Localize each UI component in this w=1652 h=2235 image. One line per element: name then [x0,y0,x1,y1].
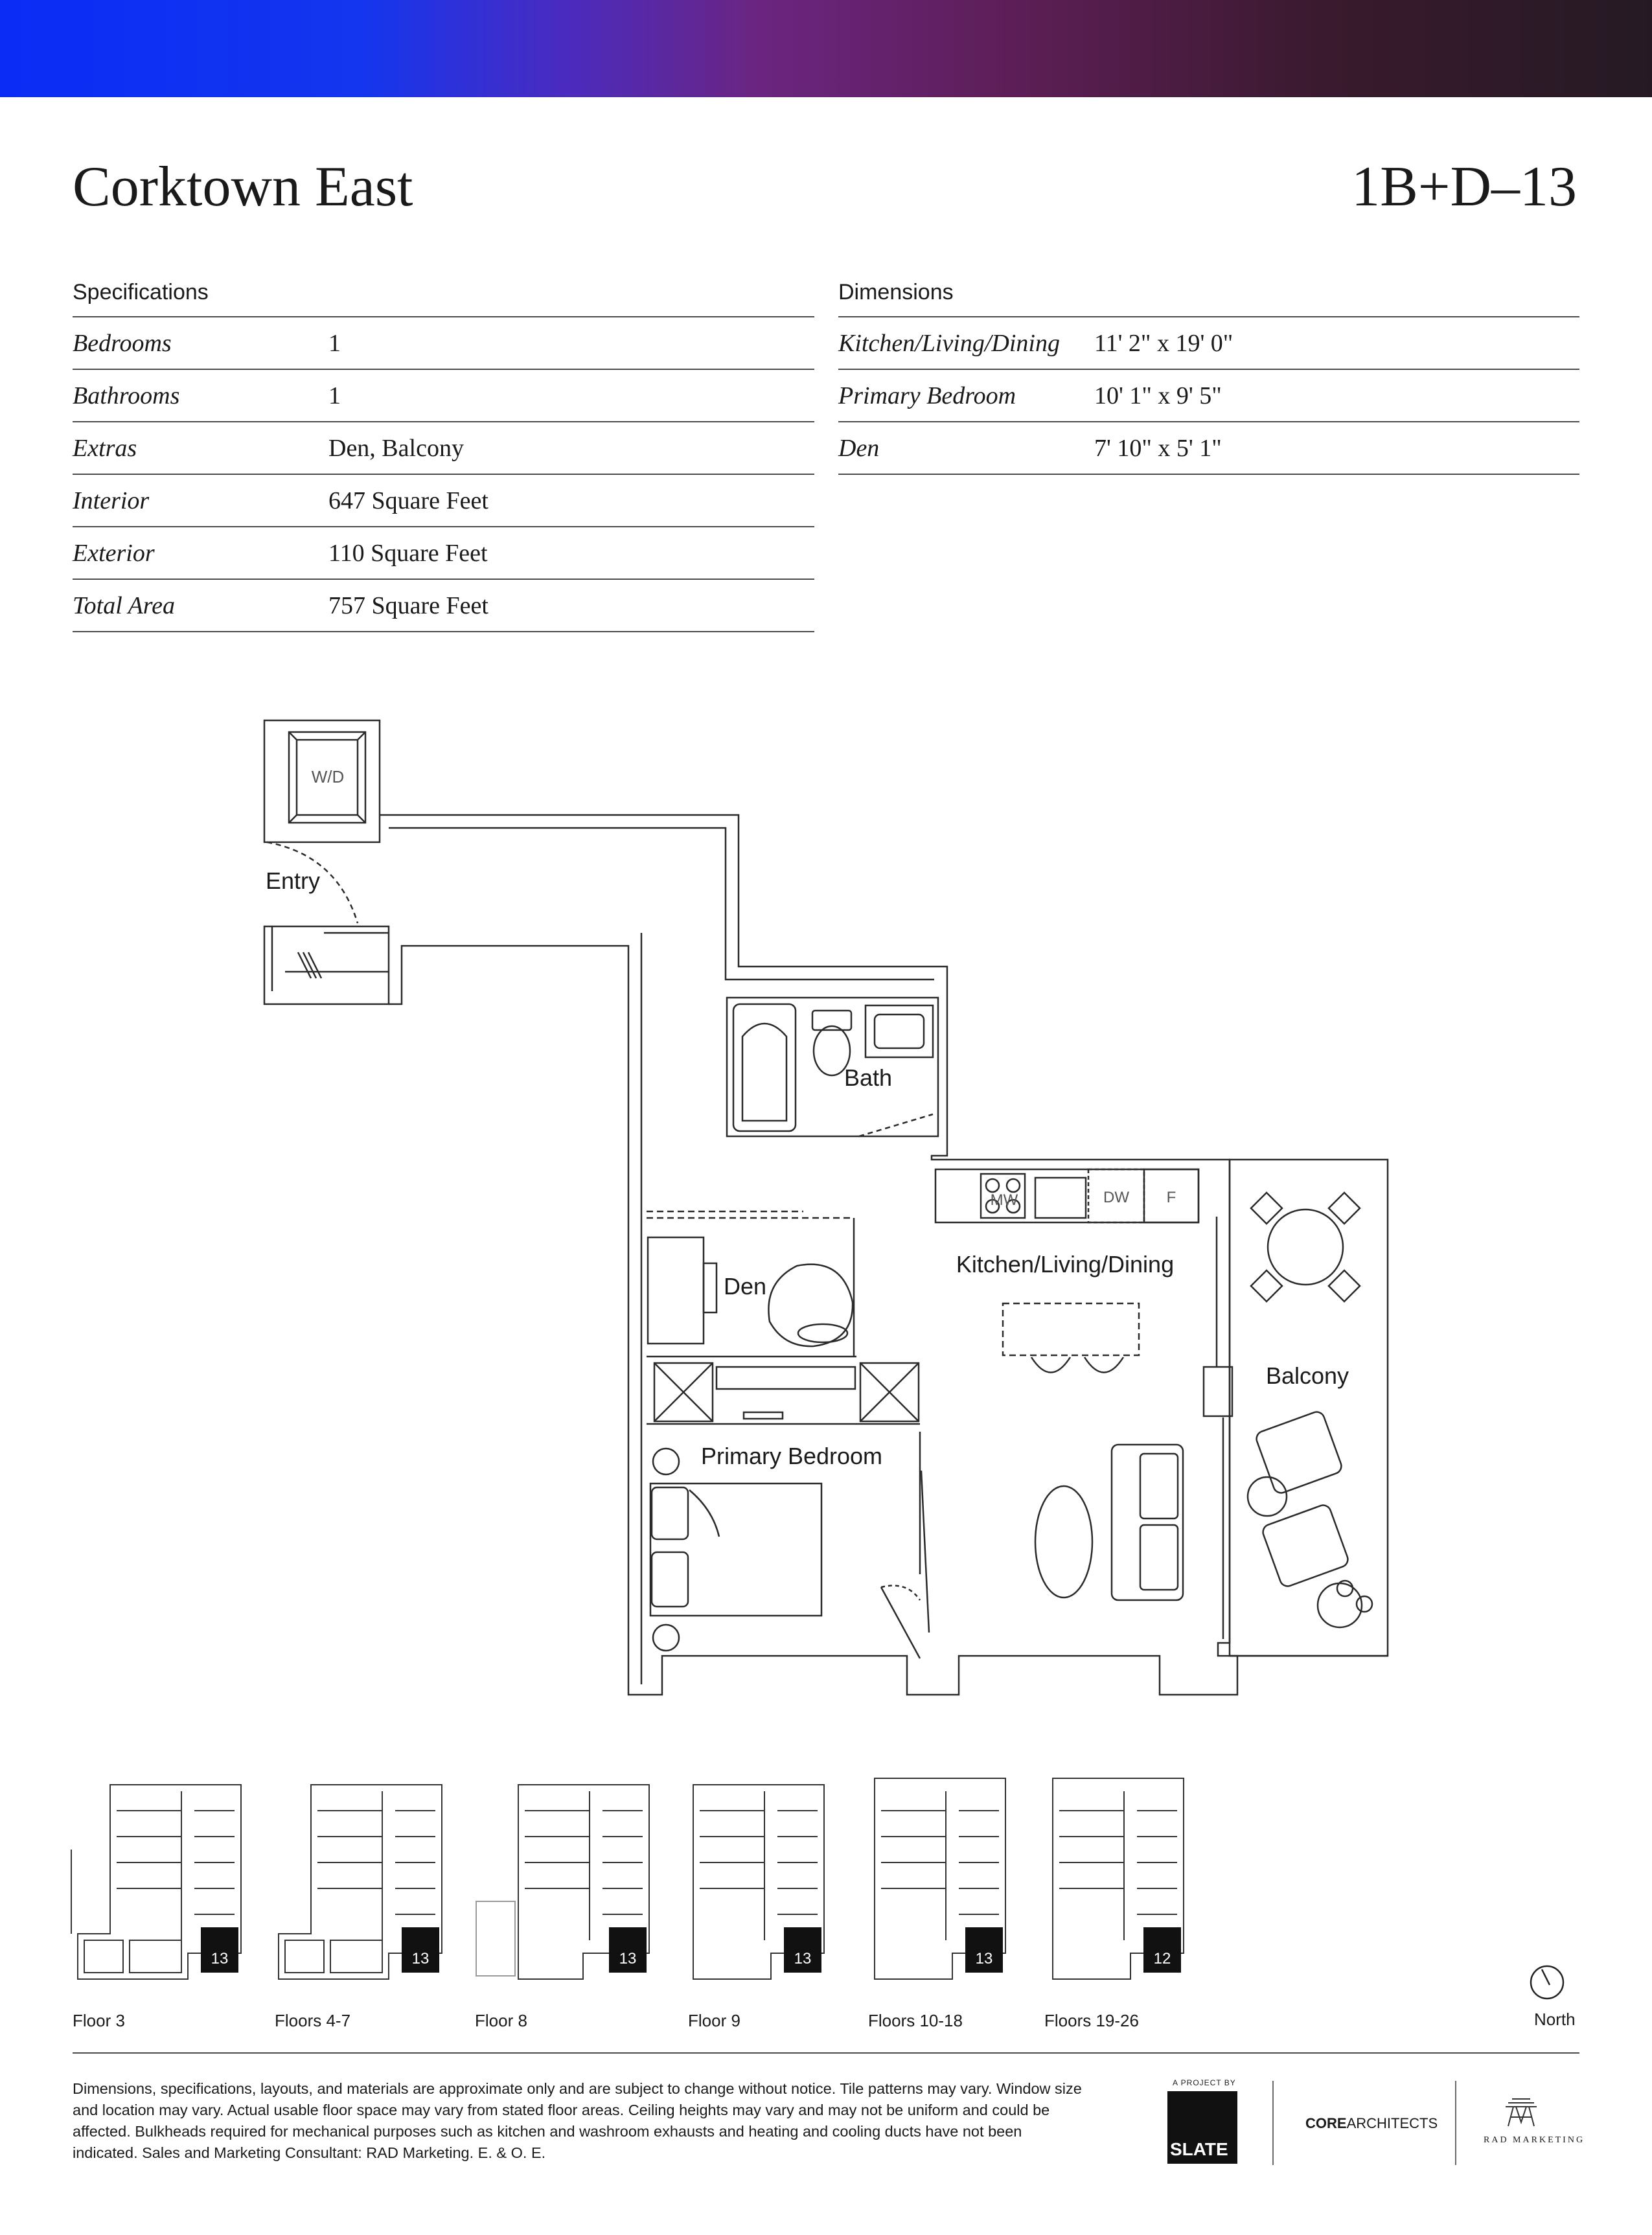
spec-value: 1 [328,382,341,409]
spec-value: 647 Square Feet [328,487,488,514]
spec-label: Exterior [73,540,155,567]
dim-value: 7' 10" x 5' 1" [1094,435,1222,462]
den-label: Den [723,1273,767,1300]
keyplan-label: Floor 3 [73,2011,125,2030]
balcony-label: Balcony [1265,1362,1349,1389]
core-logo-bold: CORE [1305,2115,1347,2131]
keyplan-label: Floors 10-18 [868,2011,963,2030]
specifications-heading: Specifications [73,280,209,304]
den-chair [768,1265,853,1346]
side-table [1248,1477,1287,1516]
bath-label: Bath [843,1064,893,1091]
bath-vanity [866,1005,933,1057]
unit-code: 1B+D–13 [1351,155,1577,218]
spec-value: Den, Balcony [328,435,464,462]
keyplan-floors-19-26 [1040,1772,1234,1986]
nightstand-lamp [653,1625,679,1651]
project-by-label: A PROJECT BY [1173,2078,1236,2087]
dw-label: DW [1103,1189,1129,1206]
keyplan-unit-number: 13 [411,1950,430,1967]
coffee-table [1035,1486,1092,1598]
bath-room [727,998,938,1136]
den-desk [648,1237,704,1344]
dim-label: Kitchen/Living/Dining [838,330,1060,357]
planter [1318,1583,1362,1627]
sofa [1112,1445,1183,1600]
keyplan-unit-number: 13 [211,1950,229,1967]
pillow [652,1487,688,1539]
mw-label: MW [990,1191,1018,1209]
keyplan-unit-number: 13 [619,1950,637,1967]
slate-logo-text: SLATE [1170,2139,1228,2159]
footer-divider [73,2052,1579,2054]
logo-divider [1272,2081,1274,2165]
dim-label: Den [838,435,880,462]
north-label: North [1534,2010,1576,2029]
lounge-chair [1261,1503,1350,1588]
spec-value: 1 [328,330,341,357]
kitchen-sink [1035,1178,1086,1218]
keyplan-floors-4-7 [266,1772,460,1986]
keyplan-floors-10-18 [862,1772,1056,1986]
keyplan-unit-number: 13 [794,1950,812,1967]
keyplan-floor-3 [65,1772,259,1986]
keyplan-label: Floors 19-26 [1044,2011,1139,2030]
bed [650,1484,821,1616]
keyplan-label: Floor 9 [688,2011,740,2030]
lounge-chair [1254,1410,1344,1495]
rad-marketing-logo-text: RAD MARKETING [1484,2135,1585,2145]
rad-marketing-logo-icon [1502,2094,1541,2130]
core-logo-rest: ARCHITECTS [1346,2115,1438,2131]
dim-value: 11' 2" x 19' 0" [1094,330,1233,357]
keyplan-floor-8 [466,1772,661,1986]
kitchen-island [1003,1303,1139,1355]
keyplan-label: Floor 8 [475,2011,527,2030]
primary-bedroom-label: Primary Bedroom [700,1443,883,1469]
wd-label: W/D [311,767,345,786]
spec-label: Total Area [73,592,176,619]
project-title: Corktown East [73,155,413,218]
spec-label: Extras [73,435,137,462]
balcony-area [1230,1160,1388,1656]
spec-label: Bathrooms [73,382,180,409]
dimensions-heading: Dimensions [838,280,954,304]
dim-label: Primary Bedroom [838,382,1016,409]
entry-label: Entry [266,867,321,894]
spec-label: Bedrooms [73,330,172,357]
keyplan-floor-9 [680,1772,875,1986]
keyplan-unit-number: 12 [1153,1950,1171,1967]
keyplan-label: Floors 4-7 [275,2011,351,2030]
keyplan-unit-number: 13 [975,1950,993,1967]
pillow [652,1552,688,1607]
toilet-tank [812,1011,851,1030]
balcony-table [1268,1209,1343,1285]
north-arrow-icon [1528,1963,1566,2002]
logo-divider [1455,2081,1456,2165]
nightstand-lamp [653,1449,679,1474]
spec-label: Interior [73,487,150,514]
core-architects-logo [1305,2115,1438,2132]
kitchen-living-dining-label: Kitchen/Living/Dining [956,1251,1175,1278]
spec-value: 757 Square Feet [328,592,488,619]
dim-value: 10' 1" x 9' 5" [1094,382,1222,409]
disclaimer-text: Dimensions, specifications, layouts, and materials are approximate only and are subject to change without notice. Tile patterns may vary. Window size and location may vary. Actual usable floor space may vary from stated floor areas. Ceiling heights may vary and may not be uniform and could be affected. Bulkheads required for mechanical purposes such as kitchen and washroom exhausts and heating and cooling ducts have not been indicated. Sales and Marketing Consultant: RAD Marketing. E. & O. E. [73,2080,1082,2161]
spec-value: 110 Square Feet [328,540,488,567]
fridge-label: F [1166,1189,1176,1206]
